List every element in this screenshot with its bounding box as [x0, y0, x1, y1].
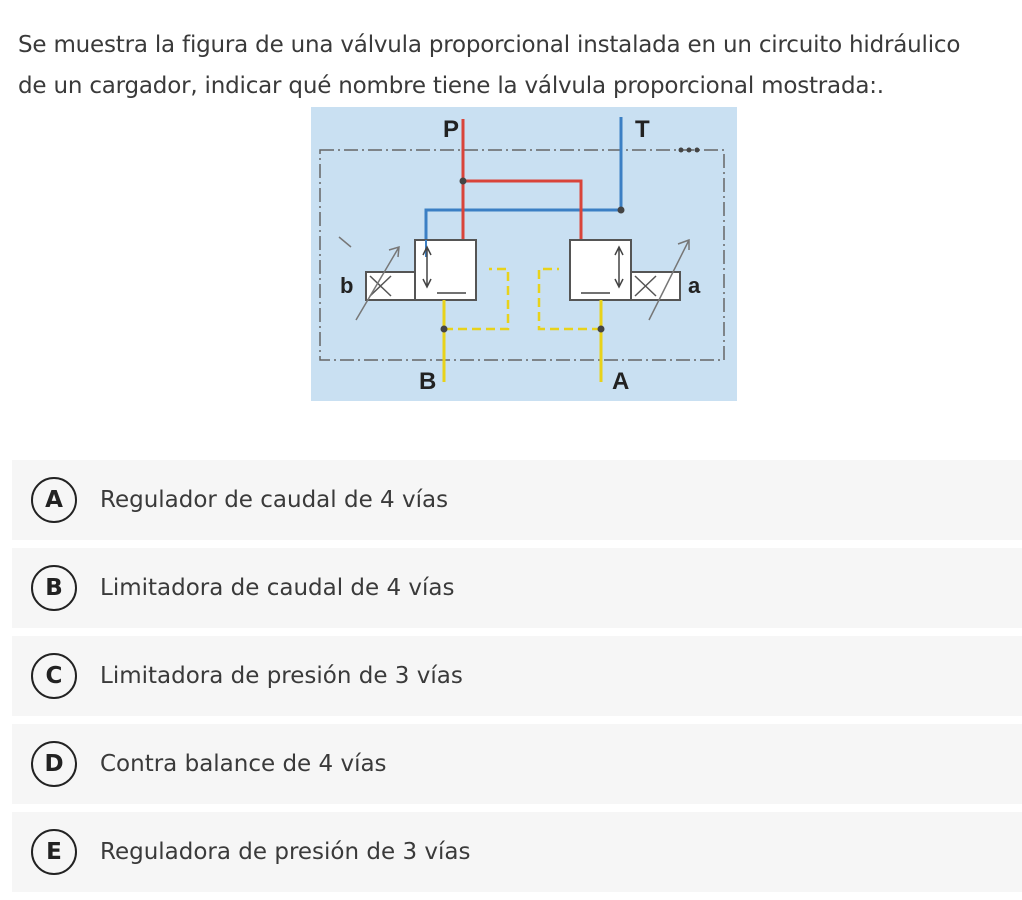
- option-letter-e: E: [31, 829, 77, 875]
- port-b-label: B: [419, 368, 437, 395]
- option-letter-a: A: [31, 477, 77, 523]
- option-letter-b: B: [31, 565, 77, 611]
- question-text: [18, 25, 1018, 107]
- option-c[interactable]: [12, 636, 1022, 716]
- question-line-1: Se muestra la figura de una válvula proporcional instalada en un circuito hidráulico: [18, 32, 961, 58]
- right-valve-body: [570, 240, 631, 300]
- ellipsis-icon: [687, 148, 692, 153]
- question-line-2: de un cargador, indicar qué nombre tiene la válvula proporcional mostrada:.: [18, 73, 884, 99]
- junction-dot: [441, 326, 448, 333]
- option-text-b: Limitadora de caudal de 4 vías: [100, 575, 455, 601]
- work-lines: [444, 300, 601, 382]
- ellipsis-icon: [695, 148, 700, 153]
- valve-schematic: [311, 107, 737, 401]
- option-a[interactable]: [12, 460, 1022, 540]
- port-a-label: A: [612, 368, 630, 395]
- port-t-label: T: [635, 116, 650, 143]
- answer-options: [12, 460, 1022, 900]
- option-text-c: Limitadora de presión de 3 vías: [100, 663, 463, 689]
- option-letter-c: C: [31, 653, 77, 699]
- port-p-label: P: [443, 116, 460, 143]
- option-d[interactable]: [12, 724, 1022, 804]
- junction-dot: [598, 326, 605, 333]
- option-letter-d: D: [31, 741, 77, 787]
- junction-dot: [460, 178, 467, 185]
- hydraulic-valve-diagram: [311, 107, 737, 401]
- option-text-a: Regulador de caudal de 4 vías: [100, 487, 449, 513]
- option-text-e: Reguladora de presión de 3 vías: [100, 839, 471, 865]
- option-e[interactable]: [12, 812, 1022, 892]
- ellipsis-icon: [679, 148, 684, 153]
- option-b[interactable]: [12, 548, 1022, 628]
- option-text-d: Contra balance de 4 vías: [100, 751, 387, 777]
- solenoid-b-label: b: [340, 273, 354, 298]
- pressure-line: [463, 119, 581, 240]
- junction-dot: [618, 207, 625, 214]
- left-valve-body: [415, 240, 476, 300]
- solenoid-a-label: a: [688, 273, 701, 298]
